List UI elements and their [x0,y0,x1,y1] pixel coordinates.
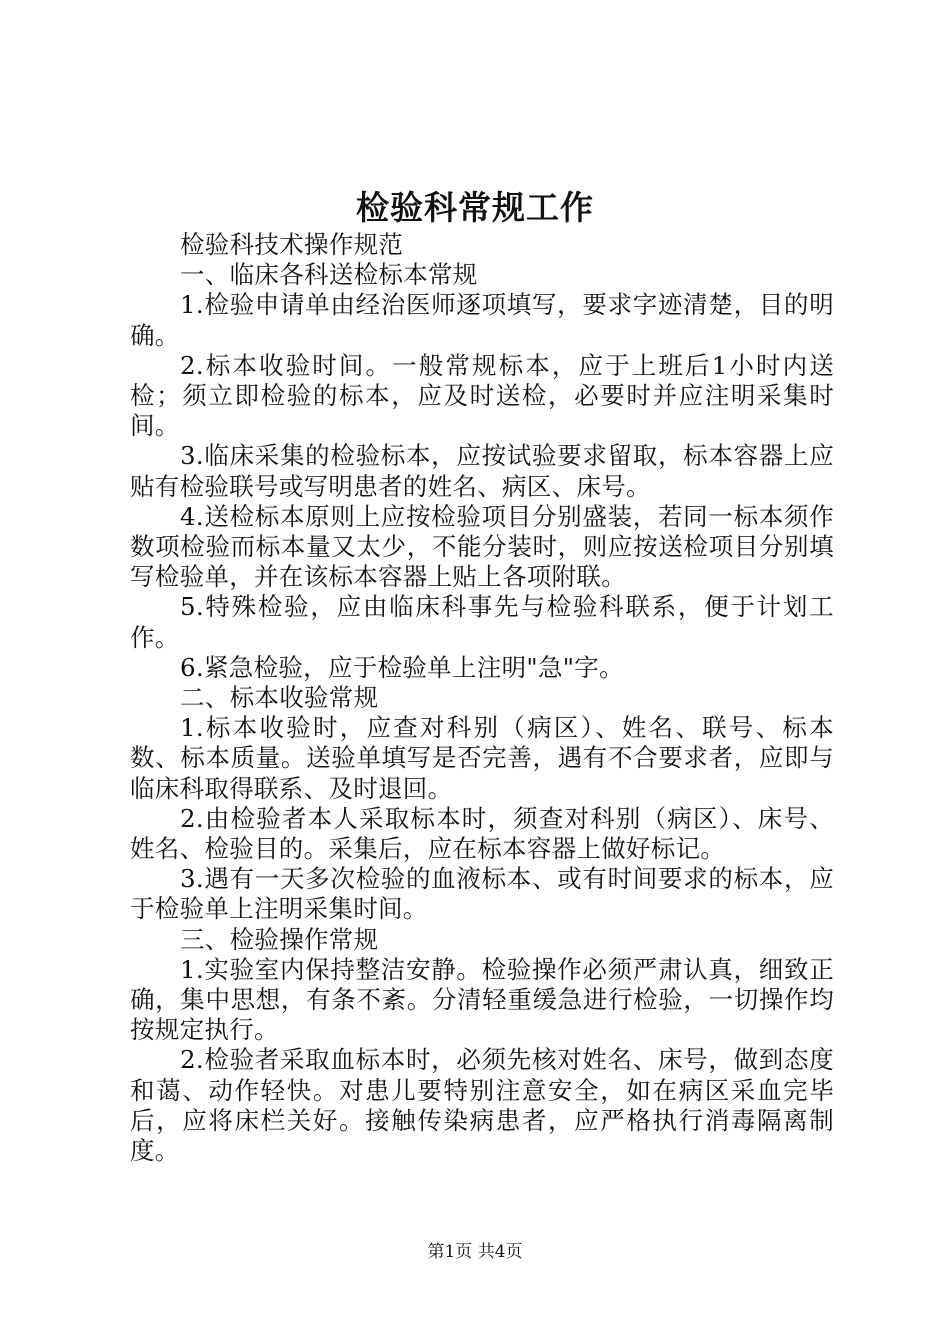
paragraph: 3.遇有一天多次检验的血液标本、或有时间要求的标本，应于检验单上注明采集时间。 [130,864,834,924]
subsection-heading: 三、检验操作常规 [180,924,379,954]
subsection-heading: 二、标本收验常规 [180,683,379,713]
paragraph: 2.由检验者本人采取标本时，须查对科别（病区）、床号、姓名、检验目的。采集后，应在标本容器上做好标记。 [130,803,834,864]
paragraph: 4.送检标本原则上应按检验项目分别盛装，若同一标本须作数项检验而标本量又太少，不能分装时，则应按送检项目分别填写检验单，并在该标本容器上贴上各项附联。 [130,501,834,592]
subsection-heading: 一、临床各科送检标本常规 [180,260,478,290]
page-footer: 第1页 共4页 [427,1242,523,1262]
document-body [130,230,834,1166]
paragraph: 1.检验申请单由经治医师逐项填写，要求字迹清楚，目的明确。 [130,290,834,350]
section-heading: 检验科技术操作规范 [180,230,404,259]
paragraph: 2.标本收验时间。一般常规标本，应于上班后1小时内送检；须立即检验的标本，应及时送检，必要时并应注明采集时间。 [130,350,834,441]
paragraph: 3.临床采集的检验标本，应按试验要求留取，标本容器上应贴有检验联号或写明患者的姓名、病区、床号。 [130,441,834,501]
paragraph: 1.标本收验时，应查对科别（病区）、姓名、联号、标本数、标本质量。送验单填写是否完善，遇有不合要求者，应即与临床科取得联系、及时退回。 [130,713,834,803]
paragraph: 2.检验者采取血标本时，必须先核对姓名、床号，做到态度和蔼、动作轻快。对患儿要特别注意安全，如在病区采血完毕后，应将床栏关好。接触传染病患者，应严格执行消毒隔离制度。 [130,1045,834,1166]
paragraph: 1.实验室内保持整洁安静。检验操作必须严肃认真，细致正确，集中思想，有条不紊。分清轻重缓急进行检验，一切操作均按规定执行。 [130,954,834,1045]
paragraph: 6.紧急检验，应于检验单上注明"急"字。 [180,652,624,682]
document-title: 检验科常规工作 [356,188,594,227]
paragraph: 5.特殊检验，应由临床科事先与检验科联系，便于计划工作。 [130,592,834,652]
